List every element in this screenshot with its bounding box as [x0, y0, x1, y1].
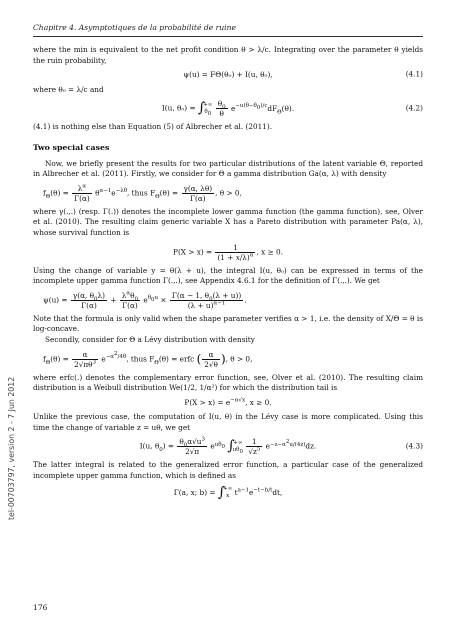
equation-number: (4.1) [405, 70, 423, 80]
paragraph-albrecher: (4.1) is nothing else than Equation (5) of Albrecher et al. (2011). [33, 122, 273, 132]
paragraph-pareto: where γ(.,.) (resp. Γ(.)) denotes the incomplete lower gamma function (the gamma function), see, Olver et al. (2010). The resulting claim generic variable X has a Pareto distribution with parameter Pa(α, λ), whose survival function is [33, 206, 423, 237]
equation-number: (4.3) [405, 441, 423, 451]
equation-4-3: I(u, $\theta_0$) = $\frac{\theta_0\alpha√u^3}{2√\pi}$ $e^{u\theta_0}$ ∫+∞ $u\theta_0$ $\frac{1}{√z^5}$ $e^{-z-\alpha^2u/(4z)}dz$. (4.3) [139, 437, 423, 457]
equation-4-2-lhs: I(u, θ₀) = [161, 103, 196, 113]
section-title: Two special cases [33, 142, 110, 152]
header-rule [33, 36, 423, 37]
body-text [33, 45, 423, 504]
equation-weibull-tail: $P(X > x) = e^{-\alpha√x}$, x ≥ 0. [184, 397, 272, 407]
equation-4-1-body: ψ(u) = FΘ(θ₀) + I(u, θ₀), [183, 70, 273, 80]
equation-4-2-rhs: $e^{-u(\theta-\theta_0)/c}dF_\Theta(\theta)$. [230, 103, 295, 116]
paragraph-change-variable: Using the change of variable y = θ(λ + u), the integral I(u, θ₀) can be expressed in terms of the incomplete upper gamma function Γ(.,.), see Appendix 4.6.1 for the definition of Γ(.,.). We get [33, 265, 423, 286]
equation-gamma-density: $f_\Theta(\theta)$ = $\frac{\lambda^\alpha}{\Gamma(\alpha)}$ $\theta^{\alpha-1}e^{-\lambda\theta}$, thus $F_\Theta(\theta)$ = $\frac{\gamma(\alpha, \lambda\theta)}{\Gamma(\alpha)}$ , θ > 0, [43, 183, 242, 203]
paragraph-levy-case: Unlike the previous case, the computation of I(u, θ) in the Lévy case is more complicated. Using this time the change of variable z = uθ, we get [33, 412, 423, 432]
paragraph-gamma: Now, we briefly present the results for two particular distributions of the latent variable Θ, reported in Albrecher et al. (2011). Firstly, we consider for Θ a gamma distribution Ga(α, λ) with density [33, 158, 423, 179]
integral-sign: ∫ [197, 100, 206, 117]
equation-4-2 [33, 99, 423, 118]
equation-incomplete-gamma: Γ(a, x; b) = ∫+∞ x $t^{a-1}e^{-t-b/t}dt$, [173, 484, 283, 501]
paragraph-min-condition: where the min is equivalent to the net profit condition θ > λ/c. Integrating over the parameter θ yields the ruin probability, [33, 45, 423, 65]
paragraph-where: where θ₀ = λ/c and [33, 84, 104, 94]
equation-4-1 [33, 70, 423, 81]
page-number: 176 [33, 603, 48, 612]
running-head: Chapitre 4. Asymptotiques de la probabilité de ruine [33, 23, 236, 32]
side-identifier: tel-00703797, version 2 - 7 Jun 2012 [7, 376, 16, 520]
equation-gamma-psi: ψ(u) = $\frac{\gamma(\alpha, \theta_0\lambda)}{\Gamma(\alpha)}$ + $\frac{\lambda^\alpha\theta_0}{\Gamma(\alpha)}$ $e^{\theta_0u}$ × $\frac{\Gamma(\alpha - 1, \theta_0(\lambda + u))}{(\lambda + u)^{\alpha-1}}$ . [43, 290, 247, 310]
equation-number: (4.2) [405, 103, 423, 113]
fraction: $\frac{\theta_0}{\theta}$ [217, 99, 226, 119]
equation-pareto-tail: P(X > x) = $\frac{1}{(1 + x/\lambda)^\alpha}$ , x ≥ 0. [173, 242, 283, 262]
paragraph-note: Note that the formula is only valid when the shape parameter verifies α > 1, i.e. the density of X/Θ = θ is log-concave. [33, 313, 423, 334]
paragraph-generalized-error: The latter integral is related to the generalized error function, a particular case of the generalized incomplete upper gamma function, which is defined as [33, 460, 423, 481]
equation-levy-density: $f_\Theta(\theta)$ = $\frac{\alpha}{2√\pi\theta^3}$ $e^{-\alpha^2/4\theta}$, thus $F_\Theta(\theta)$ = erfc ( $\frac{\alpha}{2√\theta}$ ), θ > 0, [43, 349, 253, 369]
paragraph-levy: Secondly, consider for Θ a Lévy distribution with density [45, 334, 255, 344]
integral-limits: +∞ $\theta_0$ [203, 101, 213, 117]
paragraph-weibull: where erfc(.) denotes the complementary error function, see, Olver et al. (2010). The resulting claim distribution is a Weibull distribution We(1/2, 1/α²) for which the distribution tail is [33, 372, 423, 393]
